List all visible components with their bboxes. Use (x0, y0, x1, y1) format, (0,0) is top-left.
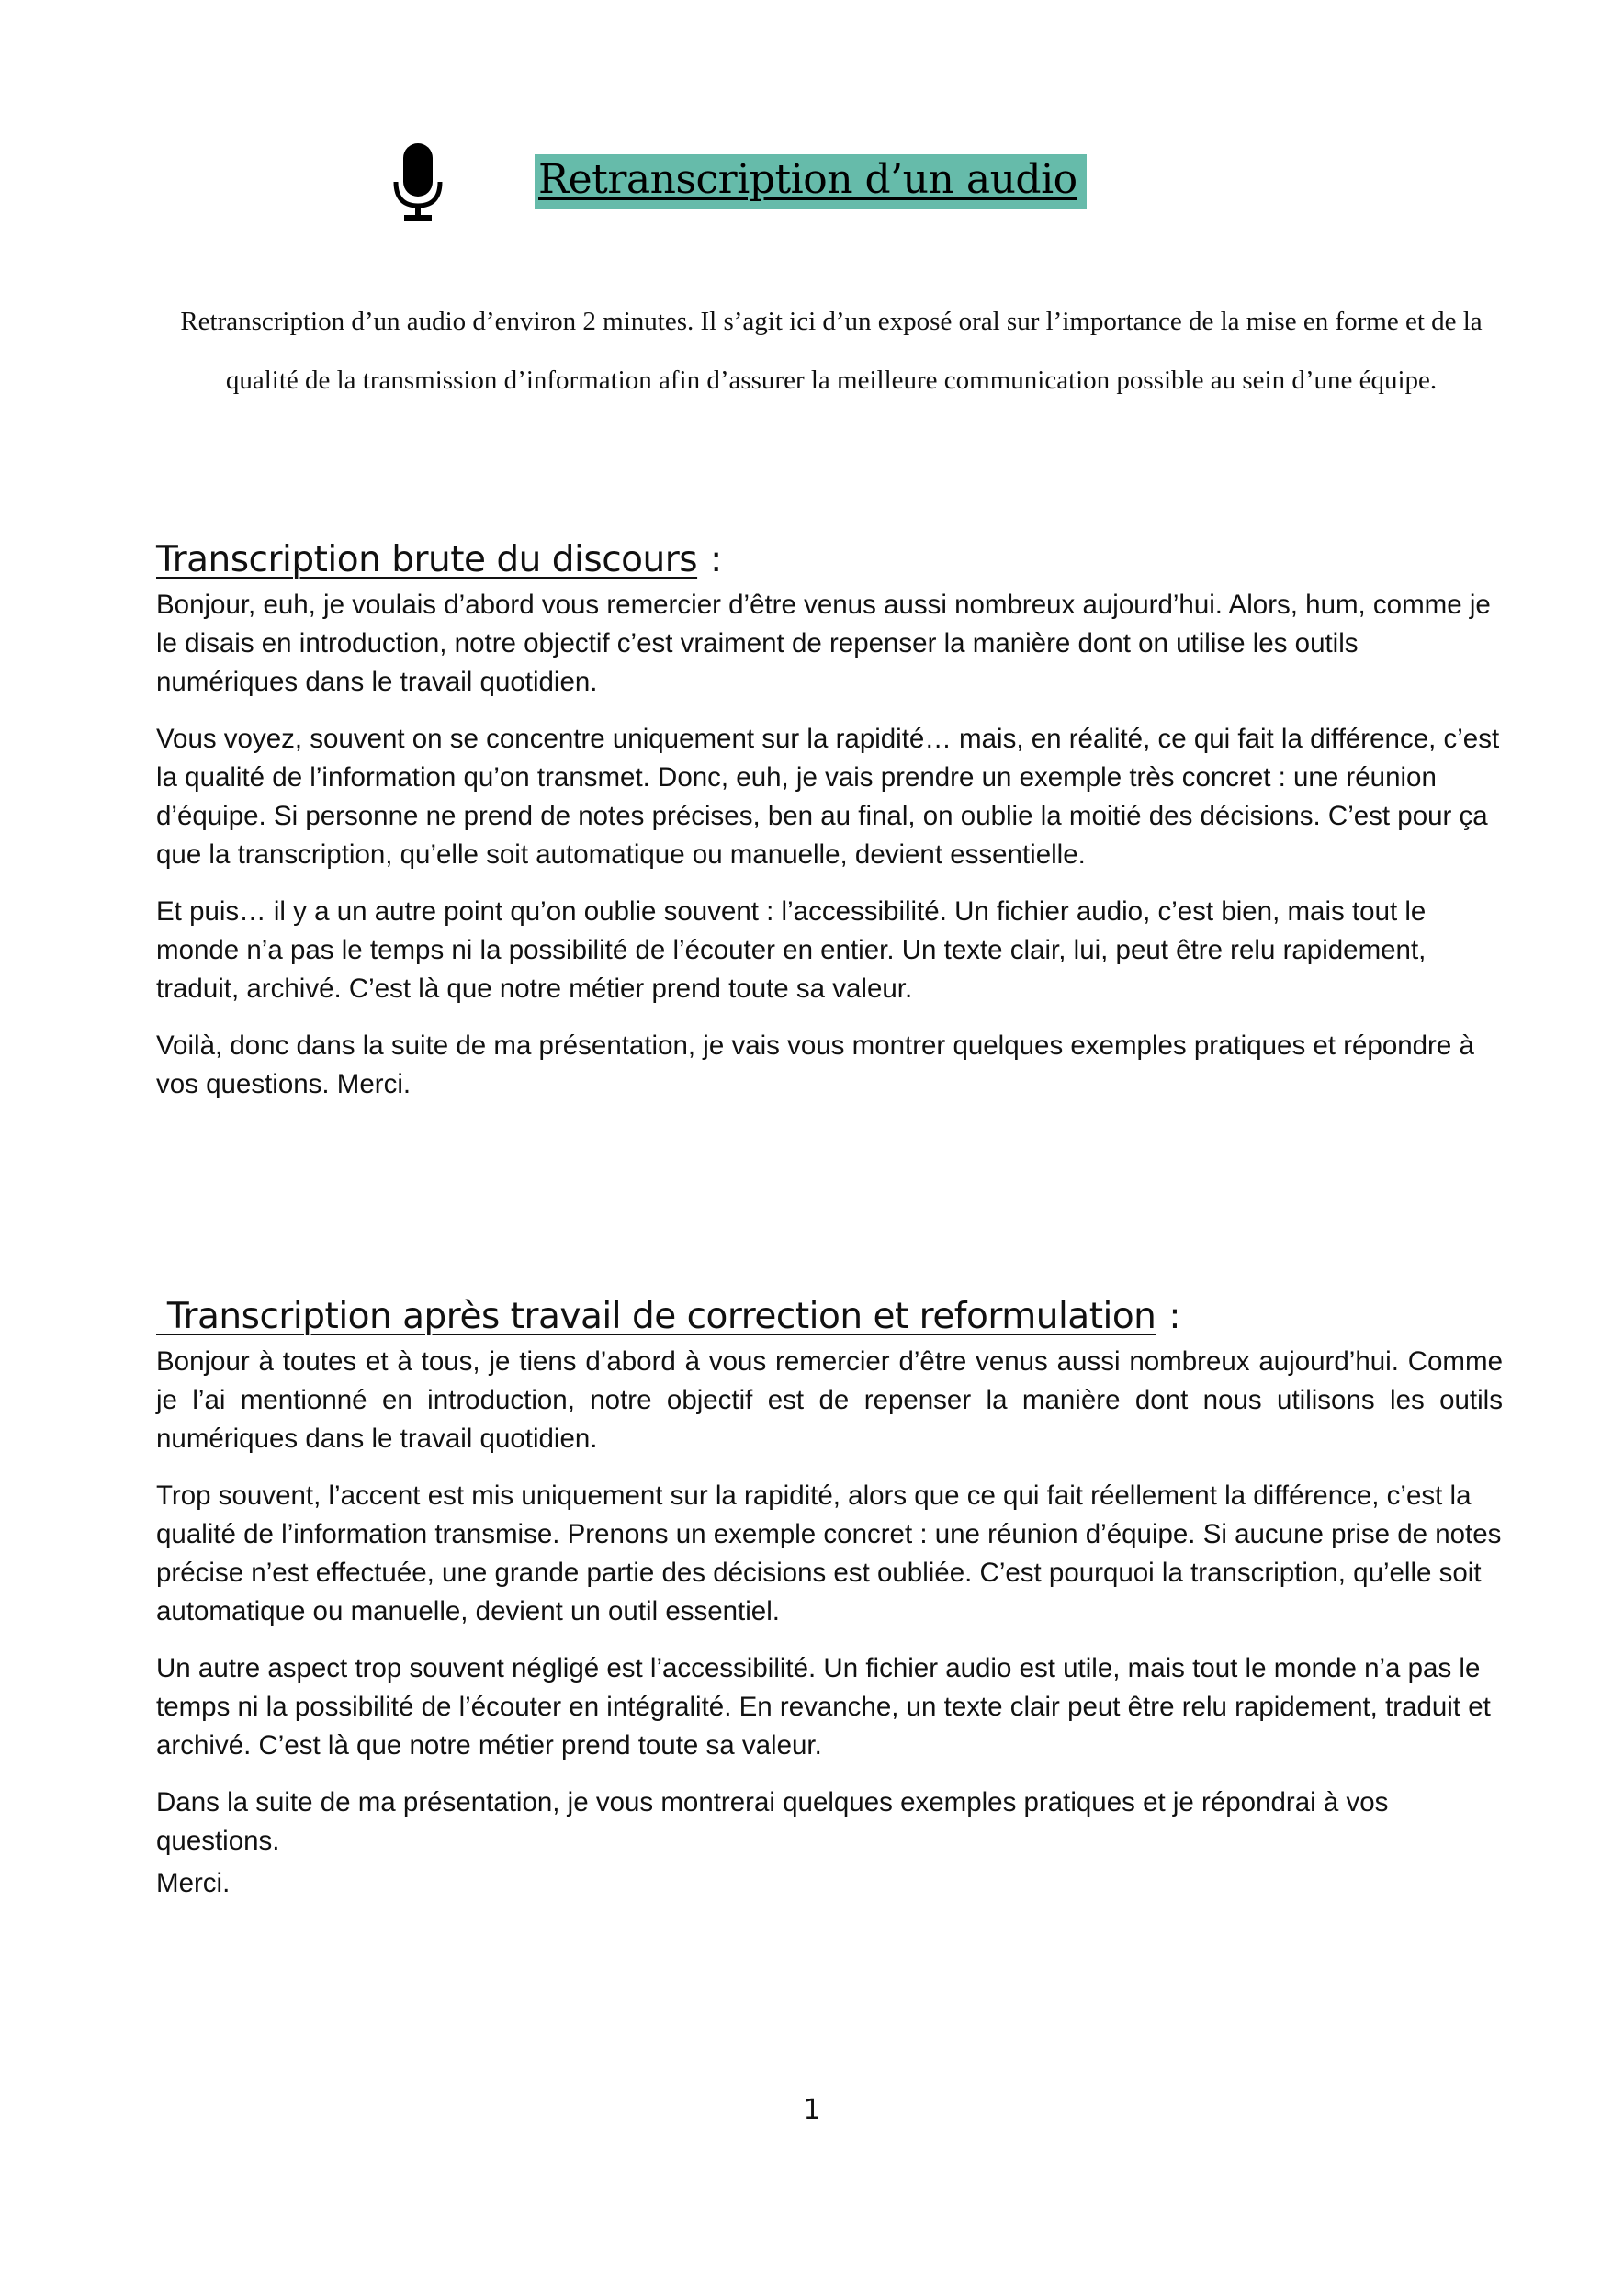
section-heading-raw (156, 538, 722, 582)
paragraph: Dans la suite de ma présentation, je vous montrerai quelques exemples pratiques et je répondrai à vos questions. (156, 1787, 1389, 1856)
page-number: 1 (803, 2094, 821, 2126)
microphone-icon (389, 141, 446, 226)
paragraph: Et puis… il y a un autre point qu’on oublie souvent : l’accessibilité. Un fichier audio, c’est bien, mais tout le monde n’a pas le temps ni la possibilité de l’écouter en entier. Un texte clair, lui, peut être relu rapidement, traduit, archivé. C’est là que notre métier prend toute sa valeur. (156, 896, 1427, 1004)
paragraph: Un autre aspect trop souvent négligé est l’accessibilité. Un fichier audio est utile, mais tout le monde n’a pas le temps ni la possibilité de l’écouter en intégralité. En revanche, un texte clair peut être relu rapidement, traduit et archivé. C’est là que notre métier prend toute sa valeur. (156, 1653, 1491, 1761)
section-heading-corrected-text: Transcription après travail de correction et reformulation (156, 1296, 1156, 1337)
page-title: Retranscription d’un audio (538, 156, 1077, 203)
paragraph: Bonjour à toutes et à tous, je tiens d’abord à vous remercier d’être venus aussi nombreux aujourd’hui. Comme je l’ai mentionné en introduction, notre objectif est de repenser la manière dont nous utilisons les outils numériques dans le travail quotidien. (156, 1346, 1503, 1454)
section-heading-colon: : (1168, 1296, 1181, 1337)
raw-transcript (156, 586, 1503, 1122)
title-highlight (535, 154, 1087, 209)
section-heading-corrected (156, 1295, 1180, 1339)
paragraph: Trop souvent, l’accent est mis uniquement sur la rapidité, alors que ce qui fait réellement la différence, c’est la qualité de l’information transmise. Prenons un exemple concret : une réunion d’équipe. Si aucune prise de notes précise n’est effectuée, une grande partie des décisions est oubliée. C’est pourquoi la transcription, qu’elle soit automatique ou manuelle, devient un outil essentiel. (156, 1480, 1502, 1626)
paragraph: Bonjour, euh, je voulais d’abord vous remercier d’être venus aussi nombreux aujourd’hui. Alors, hum, comme je le disais en introduction, notre objectif c’est vraiment de repenser la manière dont on utilise les outils numériques dans le travail quotidien. (156, 590, 1491, 697)
intro-paragraph: Retranscription d’un audio d’environ 2 minutes. Il s’agit ici d’un exposé oral sur l’importance de la mise en forme et de la qualité de la transmission d’information afin d’assurer la meilleure communication possible au sein d’une équipe. (180, 307, 1483, 395)
paragraph: Voilà, donc dans la suite de ma présentation, je vais vous montrer quelques exemples pratiques et répondre à vos questions. Merci. (156, 1030, 1474, 1099)
paragraph: Vous voyez, souvent on se concentre uniquement sur la rapidité… mais, en réalité, ce qui fait la différence, c’est la qualité de l’information qu’on transmet. Donc, euh, je vais prendre un exemple très concret : une réunion d’équipe. Si personne ne prend de notes précises, ben au final, on oublie la moitié des décisions. C’est pour ça que la transcription, qu’elle soit automatique ou manuelle, devient essentielle. (156, 724, 1500, 870)
section-heading-colon: : (710, 539, 722, 580)
corrected-transcript (156, 1343, 1503, 1921)
section-heading-raw-text: Transcription brute du discours (156, 539, 698, 580)
paragraph: Merci. (156, 1868, 231, 1898)
